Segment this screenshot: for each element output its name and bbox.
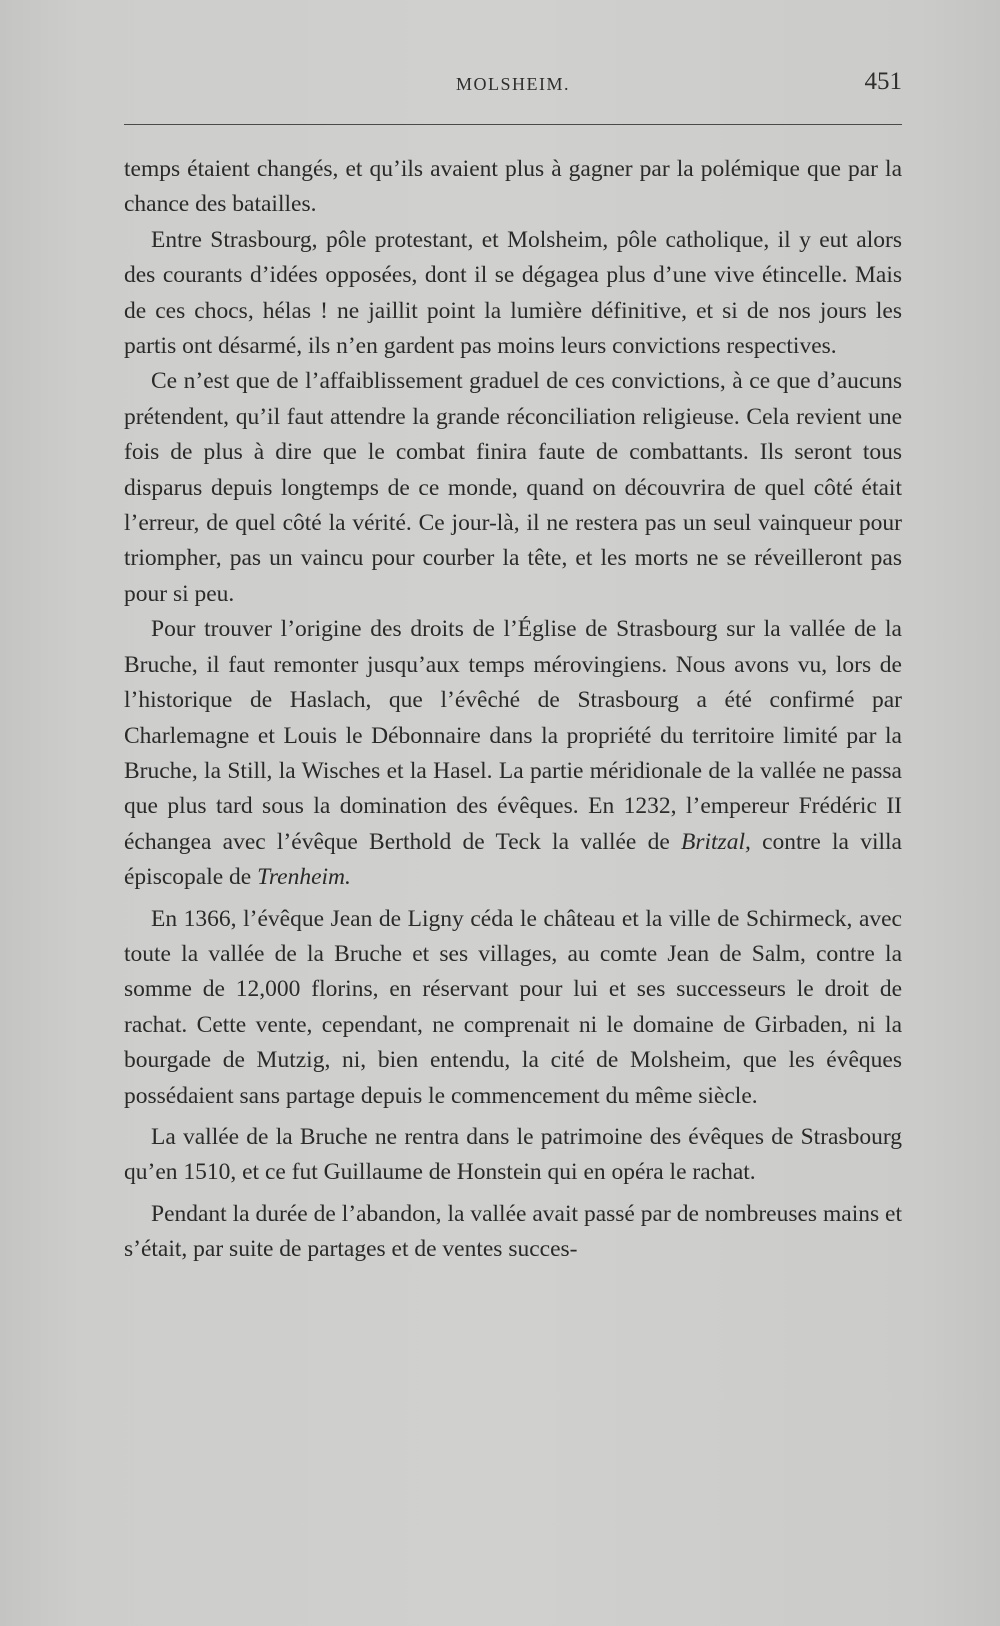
running-head: MOLSHEIM. xyxy=(455,74,570,94)
paragraph-6: La vallée de la Bruche ne rentra dans le patrimoine des évêques de Strasbourg qu’en 1510, et ce fut Guillaume de Honstein qui en opéra le rachat. xyxy=(124,1123,902,1186)
paragraph-4 xyxy=(124,612,902,895)
paragraph-7: Pendant la durée de l’abandon, la vallée avait passé par de nombreuses mains et s’était, par suite de partages et de ventes succes- xyxy=(124,1200,902,1263)
paragraph-3: Ce n’est que de l’affaiblissement graduel de ces convictions, à ce que d’aucuns prétendent, qu’il faut attendre la grande réconciliation religieuse. Cela revient une fois de plus à dire que le combat finira faute de combattants. Ils seront tous disparus depuis longtemps de ce monde, quand on découvrira de quel côté était l’erreur, de quel côté la vérité. Ce jour-là, il ne restera pas un seul vainqueur pour triompher, pas un vaincu pour courber la tête, et les morts ne se réveilleront pas pour si peu. xyxy=(124,368,902,607)
paragraph-2: Entre Strasbourg, pôle protestant, et Molsheim, pôle catholique, il y eut alors des courants d’idées opposées, dont il se dégagea plus d’une vive étincelle. Mais de ces chocs, hélas ! ne jaillit point la lumière définitive, et si de nos jours les partis ont désarmé, ils n’en gardent pas moins leurs convictions respectives. xyxy=(124,226,902,360)
paragraph-1: temps étaient changés, et qu’ils avaient plus à gagner par la polémique que par la chance des batailles. xyxy=(124,156,902,218)
header-rule xyxy=(124,124,902,125)
place-name-trenheim: Trenheim. xyxy=(257,864,351,891)
body-text xyxy=(124,152,902,1268)
place-name-britzal: Britzal, xyxy=(680,828,751,855)
paragraph-5: En 1366, l’évêque Jean de Ligny céda le château et la ville de Schirmeck, avec toute la vallée de la Bruche et ses villages, au comte Jean de Salm, contre la somme de 12,000 florins, en réservant pour lui et ses successeurs le droit de rachat. Cette vente, cependant, ne comprenait ni le domaine de Girbaden, ni la bourgade de Mutzig, ni, bien entendu, la cité de Molsheim, que les évêques possédaient sans partage depuis le commencement du même siècle. xyxy=(124,905,902,1109)
page-header xyxy=(124,68,902,102)
paragraph-4-text-b: contre la villa épiscopale de xyxy=(124,828,902,891)
paragraph-4-text-a: Pour trouver l’origine des droits de l’Église de Strasbourg sur la vallée de la Bruche, il faut remonter jusqu’aux temps mérovingiens. Nous avons vu, lors de l’historique de Haslach, que l’évêché de Strasbourg a été confirmé par Charlemagne et Louis le Débonnaire dans la propriété du territoire limité par la Bruche, la Still, la Wisches et la Hasel. La partie méridionale de la vallée ne passa que plus tard sous la domination des évêques. En 1232, l’empereur Frédéric II échangea avec l’évêque Berthold de Teck la vallée de xyxy=(124,616,902,855)
page-number: 451 xyxy=(864,68,902,95)
